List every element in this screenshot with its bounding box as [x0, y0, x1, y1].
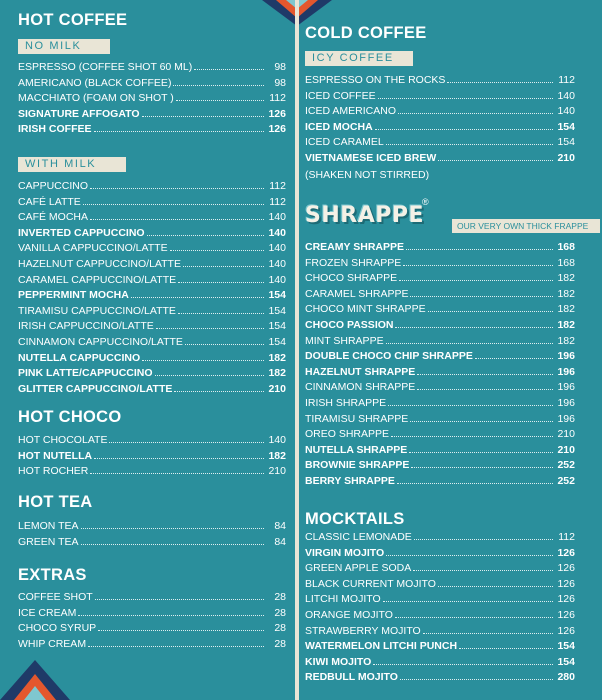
dot-leader	[173, 84, 264, 86]
menu-item	[18, 449, 286, 465]
item-price: 210	[268, 382, 286, 395]
item-name: CLASSIC LEMONADE	[305, 531, 412, 543]
item-price: 154	[557, 640, 575, 653]
dot-leader	[423, 632, 553, 634]
menu-item	[305, 412, 575, 428]
menu-list-hot-choco	[18, 433, 286, 480]
menu-item	[305, 380, 575, 396]
dot-leader	[386, 143, 553, 145]
item-name: CAFÉ LATTE	[18, 195, 81, 208]
menu-item	[305, 120, 575, 136]
menu-item	[305, 302, 575, 318]
item-name: BLACK CURRENT MOJITO	[305, 577, 436, 590]
item-price: 28	[274, 637, 286, 650]
section-title-hot-coffee: HOT COFFEE	[18, 11, 128, 29]
item-price: 112	[269, 180, 286, 192]
item-price: 140	[268, 273, 286, 286]
menu-item	[305, 655, 575, 671]
menu-list-extras	[18, 590, 286, 652]
item-price: 126	[557, 624, 575, 637]
item-price: 126	[557, 593, 575, 606]
dot-leader	[131, 296, 264, 298]
menu-item	[305, 546, 575, 562]
menu-item	[18, 606, 286, 622]
dot-leader	[78, 614, 264, 616]
menu-item	[305, 240, 575, 256]
item-price: 126	[557, 608, 575, 621]
item-price: 182	[557, 287, 575, 300]
item-name: BERRY SHRAPPE	[305, 474, 395, 487]
item-name: STRAWBERRY MOJITO	[305, 624, 421, 637]
item-price: 126	[557, 577, 575, 590]
item-price: 112	[558, 531, 575, 543]
item-name: ORANGE MOJITO	[305, 608, 393, 621]
menu-item	[18, 210, 286, 226]
dot-leader	[438, 585, 553, 587]
menu-item	[18, 257, 286, 273]
item-name: INVERTED CAPPUCCINO	[18, 226, 145, 239]
dot-leader	[417, 373, 553, 375]
item-name: WATERMELON LITCHI PUNCH	[305, 640, 458, 653]
item-price: 182	[268, 449, 286, 462]
menu-item	[18, 519, 286, 535]
menu-item	[18, 464, 286, 480]
dot-leader	[395, 326, 553, 328]
item-price: 154	[268, 289, 286, 302]
item-name: CHOCO SYRUP	[18, 622, 97, 635]
dot-leader	[414, 538, 553, 540]
item-price: 28	[274, 622, 286, 635]
section-title-cold-coffee: COLD COFFEE	[305, 24, 427, 42]
menu-item	[305, 396, 575, 412]
dot-leader	[142, 359, 264, 361]
item-price: 182	[557, 303, 575, 316]
menu-item	[305, 670, 575, 686]
item-name: WHIP CREAM	[18, 637, 87, 650]
dot-leader	[373, 663, 553, 665]
item-name: COFFEE SHOT	[18, 591, 93, 603]
item-price: 182	[557, 272, 575, 285]
item-price: 154	[557, 136, 575, 149]
item-price: 126	[268, 123, 286, 136]
item-price: 168	[557, 241, 575, 253]
item-name: CAPPUCCINO	[18, 180, 89, 192]
dot-leader	[406, 248, 553, 250]
menu-list-icy-coffee	[305, 73, 575, 167]
dot-leader	[395, 616, 553, 618]
dot-leader	[156, 327, 264, 329]
menu-item	[18, 226, 286, 242]
menu-list-hot-tea	[18, 519, 286, 550]
item-price: 112	[269, 195, 286, 208]
item-price: 210	[557, 151, 575, 164]
item-name: ICE CREAM	[18, 606, 77, 619]
dot-leader	[459, 647, 553, 649]
item-name: HOT CHOCOLATE	[18, 434, 108, 446]
subheader-icy-coffee: ICY COFFEE	[305, 51, 413, 66]
dot-leader	[413, 569, 553, 571]
item-price: 140	[268, 242, 286, 255]
menu-item	[18, 637, 286, 653]
menu-item	[305, 256, 575, 272]
dot-leader	[428, 310, 553, 312]
dot-leader	[386, 554, 553, 556]
item-name: GREEN APPLE SODA	[305, 562, 412, 575]
menu-item	[305, 104, 575, 120]
dot-leader	[94, 457, 264, 459]
item-price: 112	[558, 74, 575, 86]
dot-leader	[95, 598, 264, 600]
item-name: CREAMY SHRAPPE	[305, 241, 404, 253]
item-name: IRISH COFFEE	[18, 123, 92, 136]
item-price: 196	[557, 412, 575, 425]
item-name: PINK LATTE/CAPPUCCINO	[18, 367, 153, 380]
item-name: VIRGIN MOJITO	[305, 546, 385, 559]
item-name: AMERICANO (BLACK COFFEE)	[18, 76, 172, 89]
icy-coffee-note: (SHAKEN NOT STIRRED)	[305, 169, 430, 181]
item-price: 126	[268, 107, 286, 120]
dot-leader	[399, 279, 553, 281]
item-name: GREEN TEA	[18, 535, 79, 548]
menu-item	[305, 349, 575, 365]
dot-leader	[183, 265, 264, 267]
dot-leader	[417, 388, 553, 390]
menu-list-mocktails	[305, 530, 575, 686]
item-price: 112	[269, 92, 286, 105]
dot-leader	[98, 629, 264, 631]
item-price: 196	[557, 350, 575, 363]
dot-leader	[142, 115, 264, 117]
menu-item	[18, 319, 286, 335]
menu-item	[18, 590, 286, 606]
item-name: HOT ROCHER	[18, 465, 89, 478]
item-price: 154	[268, 335, 286, 348]
item-name: ICED COFFEE	[305, 89, 376, 102]
subheader-no-milk: NO MILK	[18, 39, 110, 54]
dot-leader	[378, 97, 553, 99]
item-name: ESPRESSO ON THE ROCKS	[305, 74, 446, 86]
menu-item	[305, 89, 575, 105]
item-price: 182	[557, 318, 575, 331]
menu-item	[18, 335, 286, 351]
dot-leader	[81, 543, 265, 545]
menu-item	[18, 122, 286, 138]
item-name: PEPPERMINT MOCHA	[18, 289, 129, 302]
menu-list-no-milk	[18, 60, 286, 138]
dot-leader	[398, 112, 553, 114]
section-title-mocktails: MOCKTAILS	[305, 510, 405, 528]
menu-item	[18, 60, 286, 76]
item-name: NUTELLA SHRAPPE	[305, 443, 408, 456]
menu-item	[305, 73, 575, 89]
registered-mark: ®	[422, 197, 429, 207]
menu-item	[18, 107, 286, 123]
item-name: CHOCO SHRAPPE	[305, 272, 398, 285]
menu-item	[305, 135, 575, 151]
item-price: 140	[557, 89, 575, 102]
menu-item	[18, 535, 286, 551]
item-price: 182	[268, 351, 286, 364]
dot-leader	[409, 451, 553, 453]
item-name: IRISH SHRAPPE	[305, 396, 387, 409]
dot-leader	[81, 527, 265, 529]
item-name: KIWI MOJITO	[305, 655, 372, 668]
item-price: 182	[557, 334, 575, 347]
menu-list-shrappe	[305, 240, 575, 490]
item-name: DOUBLE CHOCO CHIP SHRAPPE	[305, 350, 473, 363]
item-price: 252	[557, 459, 575, 472]
menu-item	[305, 608, 575, 624]
menu-item	[305, 365, 575, 381]
dot-leader	[90, 218, 264, 220]
dot-leader	[178, 312, 264, 314]
item-price: 84	[274, 535, 286, 548]
menu-item	[18, 288, 286, 304]
section-title-extras: EXTRAS	[18, 566, 87, 584]
menu-item	[18, 433, 286, 449]
dot-leader	[411, 466, 553, 468]
menu-item	[305, 577, 575, 593]
item-name: ICED AMERICANO	[305, 105, 397, 118]
item-name: CHOCO MINT SHRAPPE	[305, 303, 426, 316]
item-price: 140	[268, 434, 286, 446]
dot-leader	[178, 281, 264, 283]
menu-item	[18, 304, 286, 320]
subheader-with-milk: WITH MILK	[18, 157, 126, 172]
dot-leader	[383, 600, 553, 602]
item-price: 210	[557, 428, 575, 441]
dot-leader	[400, 678, 553, 680]
menu-item	[18, 76, 286, 92]
dot-leader	[388, 404, 553, 406]
item-price: 280	[557, 671, 575, 684]
dot-leader	[88, 645, 264, 647]
dot-leader	[475, 357, 553, 359]
item-name: IRISH CAPPUCCINO/LATTE	[18, 320, 154, 333]
item-price: 98	[274, 76, 286, 89]
dot-leader	[109, 441, 264, 443]
menu-item	[305, 639, 575, 655]
menu-item	[18, 273, 286, 289]
item-price: 126	[557, 562, 575, 575]
menu-item	[18, 91, 286, 107]
menu-item	[305, 318, 575, 334]
dot-leader	[397, 482, 553, 484]
item-price: 210	[268, 465, 286, 478]
dot-leader	[90, 472, 264, 474]
geometric-triangle-bottom-left	[0, 652, 70, 700]
item-name: LEMON TEA	[18, 520, 79, 532]
menu-item	[18, 179, 286, 195]
menu-item	[305, 561, 575, 577]
dot-leader	[94, 130, 264, 132]
item-price: 154	[557, 655, 575, 668]
dot-leader	[90, 187, 264, 189]
item-name: VIETNAMESE ICED BREW	[305, 151, 437, 164]
item-price: 140	[268, 226, 286, 239]
item-name: NUTELLA CAPPUCCINO	[18, 351, 141, 364]
item-price: 196	[557, 381, 575, 394]
section-title-hot-choco: HOT CHOCO	[18, 408, 122, 426]
item-name: CAFÉ MOCHA	[18, 211, 89, 224]
item-price: 182	[268, 367, 286, 380]
item-price: 196	[557, 396, 575, 409]
menu-item	[305, 151, 575, 167]
item-name: BROWNIE SHRAPPE	[305, 459, 410, 472]
item-name: TIRAMISU SHRAPPE	[305, 412, 409, 425]
item-price: 84	[274, 520, 286, 532]
item-price: 168	[557, 256, 575, 269]
menu-item	[18, 621, 286, 637]
dot-leader	[410, 420, 553, 422]
item-name: ICED CARAMEL	[305, 136, 384, 149]
item-name: VANILLA CAPPUCCINO/LATTE	[18, 242, 168, 255]
item-price: 154	[268, 304, 286, 317]
shrappe-logo: SHRAPPE	[305, 203, 424, 228]
item-name: REDBULL MOJITO	[305, 671, 398, 684]
item-name: SIGNATURE AFFOGATO	[18, 107, 140, 120]
item-price: 140	[557, 105, 575, 118]
dot-leader	[438, 159, 553, 161]
item-name: HOT NUTELLA	[18, 449, 93, 462]
item-name: CINNAMON SHRAPPE	[305, 381, 416, 394]
menu-item	[18, 195, 286, 211]
item-name: OREO SHRAPPE	[305, 428, 390, 441]
menu-item	[18, 351, 286, 367]
shrappe-tagline: OUR VERY OWN THICK FRAPPE	[452, 219, 600, 233]
item-price: 126	[557, 546, 575, 559]
dot-leader	[170, 249, 264, 251]
dot-leader	[147, 234, 264, 236]
item-name: HAZELNUT CAPPUCCINO/LATTE	[18, 257, 181, 270]
menu-item	[305, 458, 575, 474]
dot-leader	[194, 68, 264, 70]
menu-item	[305, 443, 575, 459]
dot-leader	[176, 99, 264, 101]
menu-item	[18, 366, 286, 382]
item-price: 140	[268, 257, 286, 270]
menu-item	[305, 592, 575, 608]
dot-leader	[386, 342, 553, 344]
item-name: GLITTER CAPPUCCINO/LATTE	[18, 382, 173, 395]
dot-leader	[83, 203, 264, 205]
item-price: 98	[274, 61, 286, 73]
menu-item	[305, 334, 575, 350]
dot-leader	[391, 435, 553, 437]
menu-item	[305, 287, 575, 303]
menu-item	[18, 382, 286, 398]
item-name: CARAMEL CAPPUCCINO/LATTE	[18, 273, 177, 286]
dot-leader	[155, 374, 264, 376]
item-name: TIRAMISU CAPPUCCINO/LATTE	[18, 304, 176, 317]
dot-leader	[447, 81, 553, 83]
menu-item	[18, 241, 286, 257]
dot-leader	[375, 128, 553, 130]
item-name: ICED MOCHA	[305, 120, 373, 133]
item-name: CINNAMON CAPPUCCINO/LATTE	[18, 335, 183, 348]
column-divider	[295, 0, 299, 700]
item-name: CHOCO PASSION	[305, 318, 394, 331]
item-price: 140	[268, 211, 286, 224]
item-name: MACCHIATO (FOAM ON SHOT )	[18, 92, 174, 105]
item-price: 28	[274, 591, 286, 603]
item-name: ESPRESSO (COFFEE SHOT 60 ML)	[18, 61, 193, 73]
menu-list-with-milk	[18, 179, 286, 397]
dot-leader	[403, 264, 553, 266]
item-price: 154	[557, 120, 575, 133]
item-price: 28	[274, 606, 286, 619]
item-price: 252	[557, 474, 575, 487]
item-name: CARAMEL SHRAPPE	[305, 287, 409, 300]
item-name: HAZELNUT SHRAPPE	[305, 365, 416, 378]
item-name: MINT SHRAPPE	[305, 334, 384, 347]
menu-item	[305, 427, 575, 443]
item-price: 154	[268, 320, 286, 333]
item-price: 210	[557, 443, 575, 456]
dot-leader	[174, 390, 264, 392]
menu-item	[305, 530, 575, 546]
menu-item	[305, 474, 575, 490]
menu-item	[305, 271, 575, 287]
item-name: FROZEN SHRAPPE	[305, 256, 402, 269]
dot-leader	[410, 295, 553, 297]
menu-item	[305, 624, 575, 640]
dot-leader	[185, 343, 264, 345]
item-name: LITCHI MOJITO	[305, 593, 381, 606]
section-title-hot-tea: HOT TEA	[18, 493, 93, 511]
item-price: 196	[557, 365, 575, 378]
